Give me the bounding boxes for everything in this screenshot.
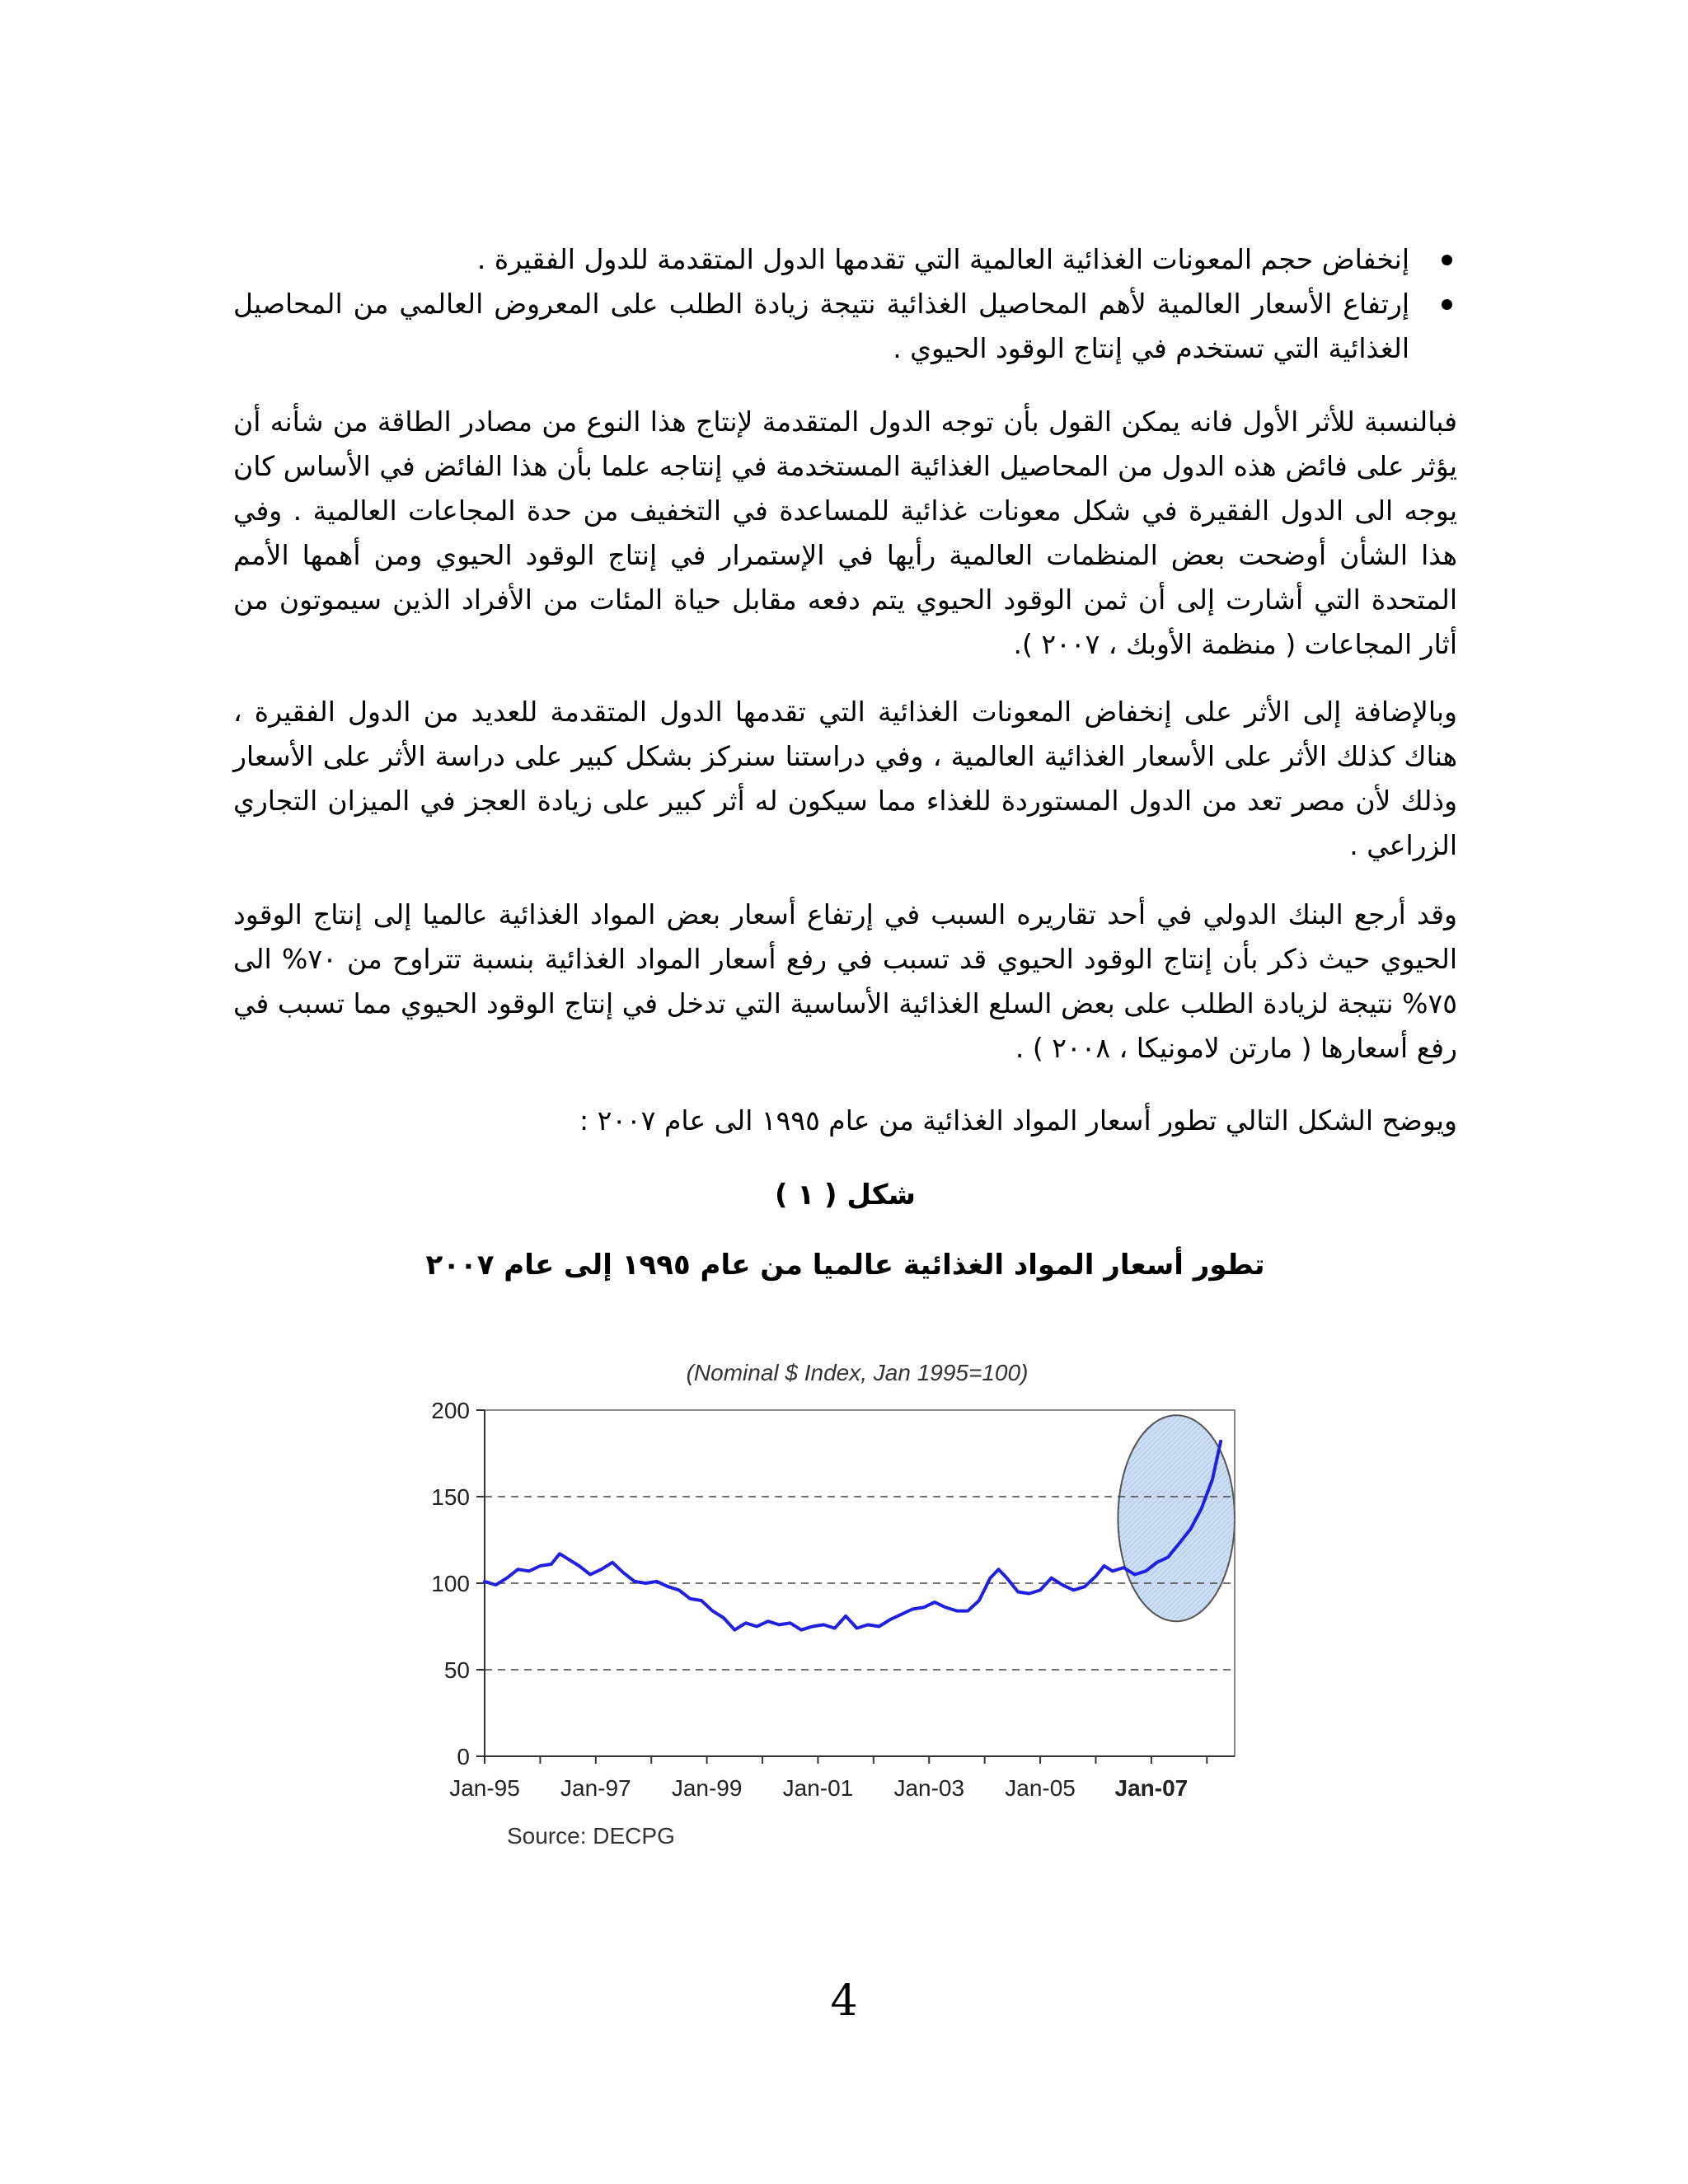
chart-x-tick-labels bbox=[449, 1756, 1207, 1801]
figure-title: تطور أسعار المواد الغذائية عالميا من عام ١٩٩٥ إلى عام ٢٠٠٧ bbox=[425, 1249, 1265, 1282]
paragraph: ويوضح الشكل التالي تطور أسعار المواد الغذائية من عام ١٩٩٥ الى عام ٢٠٠٧ : bbox=[579, 1104, 1457, 1137]
paragraph: وقد أرجع البنك الدولي في أحد تقاريره السبب في إرتفاع أسعار بعض المواد الغذائية عالميا إلى إنتاج الوقود الحيوي حيث ذكر بأن إنتاج الوقود الحيوي قد تسبب في رفع أسعار المواد الغذائية بنسبة تتراوح من ٧٠% الى ٧٥% نتيجة لزيادة الطلب على بعض السلع الغذائية الأساسية التي تدخل في إنتاج الوقود الحيوي مما تسبب في رفع أسعارها ( مارتن لامونيكا ، ٢٠٠٨ ) . bbox=[233, 898, 1457, 1064]
chart-source: Source: DECPG bbox=[507, 1823, 675, 1849]
y-tick-label: 0 bbox=[457, 1744, 470, 1769]
bullet-list bbox=[233, 237, 1457, 371]
x-tick-label: Jan-01 bbox=[782, 1775, 854, 1801]
chart-y-tick-labels bbox=[431, 1398, 485, 1769]
figure-label: شكل ( ١ ) bbox=[775, 1179, 916, 1212]
x-tick-label: Jan-97 bbox=[560, 1775, 631, 1801]
paragraph: وبالإضافة إلى الأثر على إنخفاض المعونات الغذائية التي تقدمها الدول المتقدمة للعديد من الدول الفقيرة ، هناك كذلك الأثر على الأسعار الغذائية العالمية ، وفي دراستنا سنركز بشكل كبير على دراسة الأثر على الأسعار وذلك لأن مصر تعد من الدول المستوردة للغذاء مما سيكون له أثر كبير على زيادة العجز في الميزان التجاري الزراعي . bbox=[233, 696, 1457, 861]
y-tick-label: 100 bbox=[431, 1571, 470, 1596]
bullet-item bbox=[233, 282, 1457, 371]
y-tick-label: 200 bbox=[431, 1398, 470, 1423]
bullet-dot-icon bbox=[1442, 255, 1452, 265]
y-tick-label: 50 bbox=[443, 1657, 470, 1683]
x-tick-label: Jan-05 bbox=[1005, 1775, 1076, 1801]
series-line bbox=[485, 1441, 1221, 1630]
chart-highlight-ellipse bbox=[1118, 1415, 1235, 1621]
page-number: 4 bbox=[830, 1976, 858, 2026]
bullet-dot-icon bbox=[1442, 299, 1452, 310]
highlight-ellipse bbox=[1118, 1415, 1235, 1621]
food-price-chart bbox=[396, 1352, 1294, 1879]
paragraph: فبالنسبة للأثر الأول فانه يمكن القول بأن توجه الدول المتقدمة لإنتاج هذا النوع من مصادر الطاقة من شأنه أن يؤثر على فائض هذه الدول من المحاصيل الغذائية المستخدمة في إنتاجه علما بأن هذا الفائض في الأساس كان يوجه الى الدول الفقيرة في شكل معونات غذائية للمساعدة في التخفيف من حدة المجاعات العالمية . وفي هذا الشأن أوضحت بعض المنظمات العالمية رأيها في الإستمرار في إنتاج الوقود الحيوي ومن أهمها الأمم المتحدة التي أشارت إلى أن ثمن الوقود الحيوي يتم دفعه مقابل حياة المئات من الأفراد الذين سيموتون من أثار المجاعات ( منظمة الأوبك ، ٢٠٠٧ ). bbox=[233, 405, 1457, 660]
chart-svg bbox=[396, 1352, 1294, 1879]
x-tick-label: Jan-07 bbox=[1114, 1775, 1189, 1801]
x-tick-label: Jan-03 bbox=[893, 1775, 965, 1801]
chart-subtitle: (Nominal $ Index, Jan 1995=100) bbox=[686, 1360, 1029, 1385]
x-tick-label: Jan-99 bbox=[671, 1775, 743, 1801]
y-tick-label: 150 bbox=[431, 1484, 470, 1510]
bullet-text: إنخفاض حجم المعونات الغذائية العالمية التي تقدمها الدول المتقدمة للدول الفقيرة . bbox=[476, 243, 1409, 275]
chart-series bbox=[485, 1441, 1221, 1630]
x-tick-label: Jan-95 bbox=[449, 1775, 520, 1801]
bullet-item bbox=[233, 237, 1457, 282]
bullet-text: إرتفاع الأسعار العالمية لأهم المحاصيل الغذائية نتيجة زيادة الطلب على المعروض العالمي من المحاصيل الغذائية التي تستخدم في إنتاج الوقود الحيوي . bbox=[233, 288, 1409, 364]
